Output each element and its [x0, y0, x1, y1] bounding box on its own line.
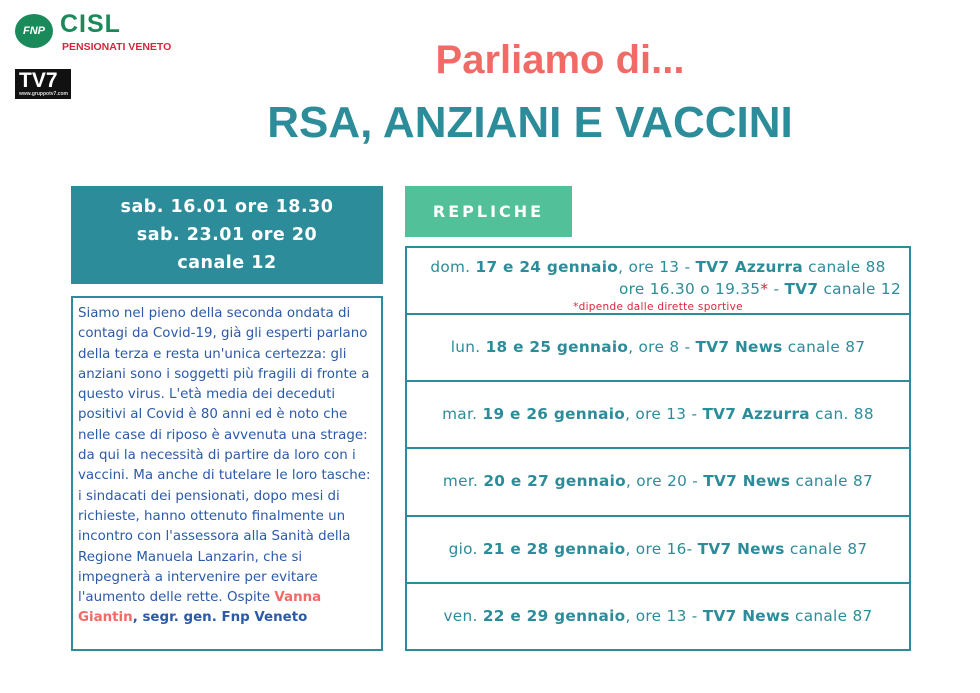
replica-row-thursday — [405, 517, 911, 584]
replica-alt-time: ore 16.30 o 19.35 — [618, 280, 761, 298]
replica-dates: 19 e 26 gennaio — [482, 405, 626, 423]
replica-dates: 17 e 24 gennaio — [475, 258, 619, 276]
replica-day: mar. — [442, 405, 483, 423]
replica-time: , ore 20 - — [625, 472, 704, 490]
cisl-logo-text: CISL — [60, 10, 121, 38]
replica-row-friday — [405, 584, 911, 651]
schedule-line: sab. 16.01 ore 18.30 — [120, 197, 334, 217]
replica-day: gio. — [448, 540, 483, 558]
replica-channel: TV7 Azzurra — [695, 258, 803, 276]
replica-time: , ore 13 - — [618, 258, 696, 276]
replica-time: , ore 8 - — [628, 338, 696, 356]
replica-time: , ore 13 - — [625, 607, 703, 625]
guest-separator: , — [132, 610, 143, 626]
tv7-logo-url: www.gruppotv7.com — [19, 91, 68, 97]
replica-asterisk: * — [760, 280, 769, 298]
replica-line — [407, 256, 909, 278]
replica-channel-number: can. 88 — [809, 405, 874, 423]
page-title-intro: Parliamo di... — [435, 38, 685, 82]
page-title: RSA, ANZIANI E VACCINI — [267, 98, 793, 147]
replica-day: mer. — [442, 472, 484, 490]
replica-dates: 21 e 28 gennaio — [482, 540, 626, 558]
schedule-line: sab. 23.01 ore 20 — [136, 225, 318, 245]
guest-name: Vanna Giantin — [78, 590, 322, 626]
replica-row-monday — [405, 315, 911, 382]
replica-dates: 20 e 27 gennaio — [483, 472, 626, 490]
guest-role: segr. gen. Fnp Veneto — [142, 610, 308, 626]
description-box — [71, 296, 383, 651]
replica-channel-number: canale 88 — [802, 258, 886, 276]
replica-day: ven. — [443, 607, 483, 625]
replica-channel-number: canale 87 — [782, 338, 866, 356]
replica-channel: TV7 Azzurra — [702, 405, 810, 423]
replica-alt-channel-number: canale 12 — [818, 280, 901, 298]
schedule-box — [71, 186, 383, 284]
tv7-logo — [15, 69, 71, 99]
repliche-list — [405, 246, 911, 651]
replica-alt-channel: TV7 — [784, 280, 819, 298]
replica-time: , ore 16- — [625, 540, 698, 558]
schedule-channel: canale 12 — [177, 253, 277, 273]
replica-dates: 18 e 25 gennaio — [485, 338, 629, 356]
replica-channel: TV7 News — [703, 472, 791, 490]
replica-channel-number: canale 87 — [789, 607, 873, 625]
replica-alt-line — [407, 278, 909, 300]
replica-alt-separator: - — [768, 280, 785, 298]
description-text: Siamo nel pieno della seconda ondata di contagi da Covid-19, già gli esperti parlano della terza e resta un'unica certezza: gli anziani sono i soggetti più fragili di fronte a questo virus. L'età media dei deceduti positivi al Covid è 80 anni ed è noto che nelle case di riposo è avvenuta una strage: da qui la necessità di partire da loro con i vaccini. Ma anche di tutelare le loro tasche: i sindacati dei pensionati, dopo mesi di richieste, hanno ottenuto finalmente un incontro con l'assessora alla Sanità della Regione Manuela Lanzarin, che si impegnerà a intervenire per evitare l'aumento delle rette. Ospite — [78, 306, 371, 606]
replica-channel-number: canale 87 — [790, 472, 874, 490]
replica-time: , ore 13 - — [625, 405, 703, 423]
replica-row-tuesday — [405, 382, 911, 449]
replica-row-sunday — [405, 246, 911, 315]
repliche-header: REPLICHE — [405, 186, 572, 237]
replica-row-wednesday — [405, 449, 911, 517]
fnp-logo-icon: FNP — [15, 14, 53, 48]
cisl-logo-subtitle: PENSIONATI VENETO — [62, 41, 172, 53]
replica-channel-number: canale 87 — [784, 540, 868, 558]
replica-dates: 22 e 29 gennaio — [482, 607, 626, 625]
replica-day: dom. — [430, 258, 476, 276]
replica-channel: TV7 News — [697, 540, 785, 558]
replica-channel: TV7 News — [702, 607, 790, 625]
replica-day: lun. — [450, 338, 486, 356]
replica-channel: TV7 News — [695, 338, 783, 356]
replica-footnote: *dipende dalle dirette sportive — [573, 301, 743, 313]
tv7-logo-text: TV7 — [19, 69, 58, 92]
